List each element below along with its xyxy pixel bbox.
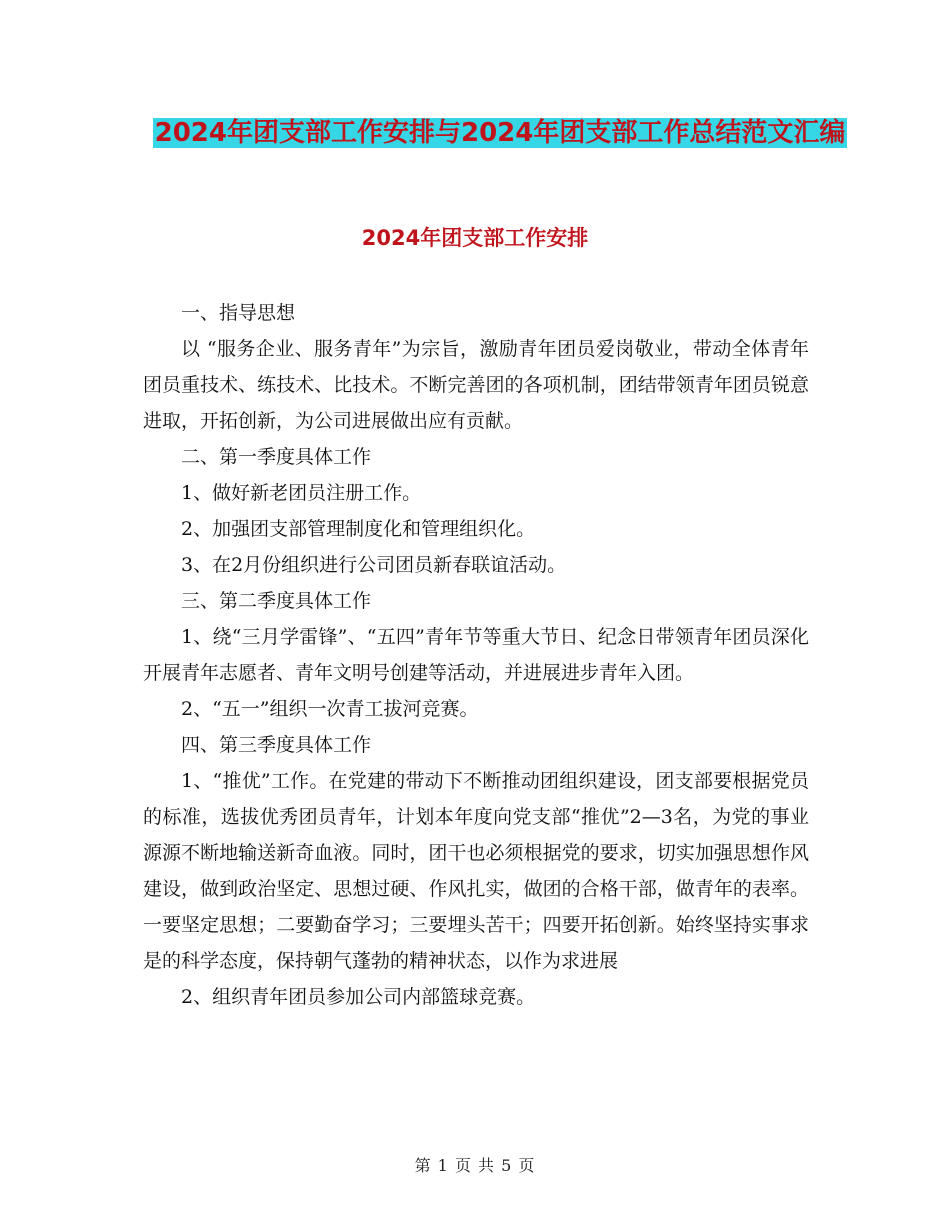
document-body	[143, 295, 809, 1015]
list-item: 1、“推优”工作。在党建的带动下不断推动团组织建设，团支部要根据党员的标准，选拔优秀团员青年，计划本年度向党支部“推优”2—3名，为党的事业源源不断地输送新奇血液。同时，团干也必须根据党的要求，切实加强思想作风建设，做到政治坚定、思想过硬、作风扎实，做团的合格干部，做青年的表率。一要坚定思想；二要勤奋学习；三要埋头苦干；四要开拓创新。始终坚持实事求是的科学态度，保持朝气蓬勃的精神状态，以作为求进展	[143, 770, 809, 972]
section-title: 2024年团支部工作安排	[361, 226, 589, 250]
page-footer: 第 1 页 共 5 页	[414, 1156, 536, 1175]
document-title-text: 2024年团支部工作安排与2024年团支部工作总结范文汇编	[154, 118, 846, 148]
list-item: 2、加强团支部管理制度化和管理组织化。	[181, 518, 536, 540]
document-title	[140, 112, 860, 154]
list-item: 2、“五一”组织一次青工拔河竞赛。	[181, 698, 479, 720]
paragraph: 以 “服务企业、服务青年”为宗旨，激励青年团员爱岗敬业，带动全体青年团员重技术、练技术、比技术。不断完善团的各项机制，团结带领青年团员锐意进取，开拓创新，为公司进展做出应有贡献。	[143, 338, 809, 432]
paragraph-heading-1: 一、指导思想	[181, 302, 296, 324]
list-item: 2、组织青年团员参加公司内部篮球竞赛。	[181, 986, 536, 1008]
paragraph-heading-4: 四、第三季度具体工作	[181, 734, 372, 756]
paragraph-heading-3: 三、第二季度具体工作	[181, 590, 372, 612]
list-item: 3、在2月份组织进行公司团员新春联谊活动。	[181, 554, 567, 576]
list-item: 1、做好新老团员注册工作。	[181, 482, 422, 504]
paragraph-heading-2: 二、第一季度具体工作	[181, 446, 372, 468]
list-item: 1、绕“三月学雷锋”、“五四”青年节等重大节日、纪念日带领青年团员深化开展青年志愿者、青年文明号创建等活动，并进展进步青年入团。	[143, 626, 809, 684]
